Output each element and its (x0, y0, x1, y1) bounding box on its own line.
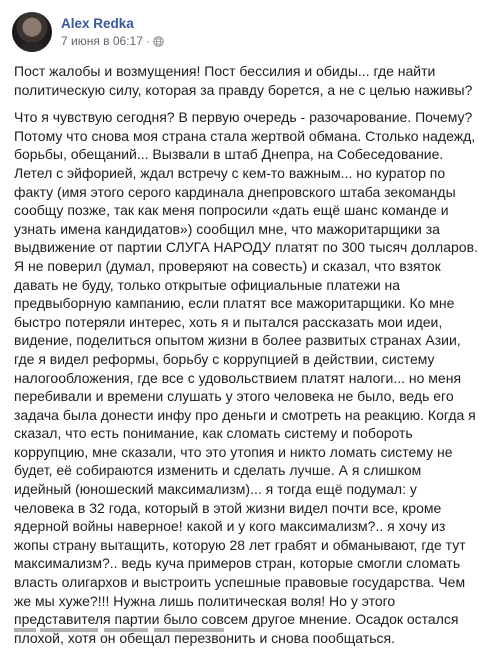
post-paragraph-intro: Пост жалобы и возмущения! Пост бессилия и обиды... где найти политическую силу, которая за правду борется, а не с целью наживы? (14, 63, 473, 98)
post-paragraph-main: Что я чувствую сегодня? В первую очередь - разочарование. Почему? Потому что снова моя страна стала жертвой обмана. Столько надежд, борьбы, обещаний... Вызвали в штаб Днепра, на Собеседование. Летел с эйфорией, ждал встречу с кем-то важным... но куратор по факту (имя этого серого кардинала днепровского штаба зекоманды сообщу позже, так как меня попросили «дать ещё шанс команде и узнать имена кандидатов») сообщил мне, что мажоритарщики за выдвижение от партии СЛУГА НАРОДУ платят по 300 тысяч долларов. Я не поверил (думал, проверяют на совесть) и сказал, что взяток давать не буду, только открытые официальные платежи на предвыборную кампанию, если платят все мажоритарщики. Ко мне быстро потеряли интерес, хоть я и пытался рассказать мои идеи, видение, поделиться опытом жизни в более развитых странах Азии, где я видел реформы, борьбу с коррупцией в действии, систему налогообложения, где все с удовольствием платят налоги... но меня перебивали и времени слушать у этого человека не было, ведь его задача была донести инфу про деньги и смотреть на реакцию. Когда я сказал, что есть понимание, как сломать систему и побороть коррупцию, мне сказали, что это утопия и никто ломать систему не будет, её собираются изменить и сделать лучше. А я слишком идейный (юношеский максимализм)... я тогда ещё подумал: у человека в 32 года, который в этой жизни видел почти все, кроме ядерной войны наверное! какой и у кого максимализм?.. я хочу из жопы страну вытащить, которую 28 лет грабят и обманывают, где тут максимализм?.. ведь куча примеров стран, которые смогли сломать власть олигархов и выстроить успешные правовые государства. Чем же мы хуже?!!! Нужна лишь политическая воля! Но у этого представителя партии было совсем другое мнение. Осадок остался плохой, хотя он обещал перезвонить и снова пообщаться. (14, 109, 478, 646)
post-timestamp-link[interactable]: 7 июня в 06:17 (61, 34, 143, 48)
post-header (12, 12, 164, 52)
post-meta (61, 33, 164, 49)
globe-icon[interactable] (153, 36, 164, 47)
truncated-next-line (14, 622, 314, 632)
post-text (14, 62, 478, 656)
author-name-link[interactable]: Alex Redka (61, 16, 134, 31)
avatar[interactable] (12, 12, 52, 52)
meta-separator: · (145, 34, 150, 48)
author-block (61, 15, 164, 49)
